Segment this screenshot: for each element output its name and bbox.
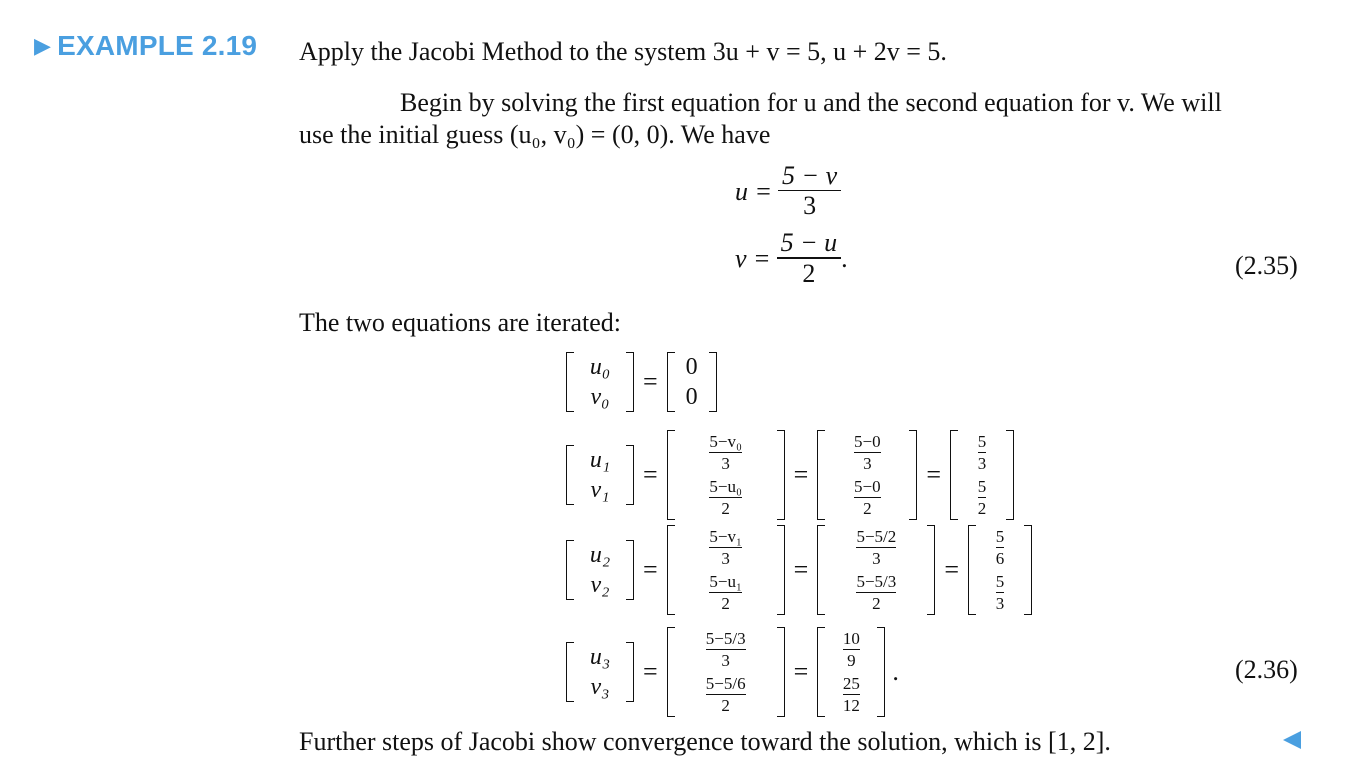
fraction-3-sub-bottom xyxy=(706,674,746,715)
cell-v3: v₃ xyxy=(590,674,610,701)
iteration-2 xyxy=(563,525,1035,615)
denominator: 3 xyxy=(721,454,730,474)
fraction-v xyxy=(777,229,842,288)
matrix-rhs-0 xyxy=(667,352,717,412)
example-title: EXAMPLE 2.19 xyxy=(57,30,258,61)
conclusion-text: Further steps of Jacobi show convergence toward the solution, which is [1, 2]. xyxy=(299,727,1111,756)
numerator: 10 xyxy=(842,629,860,648)
fraction-1-res-top xyxy=(978,432,987,473)
numerator: 5−v₀ xyxy=(709,432,742,451)
denominator: 2 xyxy=(721,594,730,614)
numerator: 5 xyxy=(995,527,1005,546)
matrix-res-3 xyxy=(817,627,885,717)
denominator: 9 xyxy=(847,651,856,671)
matrix-lhs-2 xyxy=(566,540,634,600)
matrix-res-1 xyxy=(950,430,1014,520)
fraction-u xyxy=(778,162,841,221)
numerator: 5−5/2 xyxy=(856,527,897,546)
fraction-2-bottom xyxy=(709,572,742,613)
fraction-1-sub-bottom xyxy=(854,477,881,518)
fraction-1-top xyxy=(709,432,742,473)
numerator: 5−5/3 xyxy=(705,629,746,648)
equation-u xyxy=(735,162,848,221)
fraction-2-res-bottom xyxy=(996,572,1005,613)
fraction-2-sub-top xyxy=(856,527,896,568)
denominator: 3 xyxy=(721,651,730,671)
matrix-lhs-3 xyxy=(566,642,634,702)
denominator: 6 xyxy=(995,549,1005,569)
cell-0-top: 0 xyxy=(685,354,698,380)
equation-v xyxy=(735,229,848,288)
cell-v2: v₂ xyxy=(590,572,610,599)
denominator: 2 xyxy=(721,696,730,716)
denominator: 3 xyxy=(977,454,987,474)
equals-sign: = xyxy=(643,657,658,687)
numerator: 5−v₁ xyxy=(709,527,742,546)
fraction-3-res-top xyxy=(843,629,860,670)
paragraph-line-1: Begin by solving the first equation for u and the second equation for v. We will xyxy=(400,88,1222,117)
numerator: 5 xyxy=(977,432,987,451)
equation-u-lhs: u = xyxy=(735,176,773,206)
equation-2-35 xyxy=(735,162,848,289)
fraction-v-denominator: 2 xyxy=(802,258,816,288)
fraction-1-res-bottom xyxy=(978,477,987,518)
numerator: 5−u₀ xyxy=(709,477,742,497)
fraction-u-numerator: 5 − v xyxy=(782,161,838,190)
equation-number-2-36: (2.36) xyxy=(1235,655,1298,684)
fraction-3-res-bottom xyxy=(843,674,860,715)
denominator: 2 xyxy=(721,499,730,519)
equals-sign: = xyxy=(793,555,809,585)
numerator: 5−5/6 xyxy=(705,674,746,694)
equals-sign: = xyxy=(793,460,809,490)
matrix-sym-2 xyxy=(667,525,785,615)
matrix-sub-3 xyxy=(667,627,785,717)
paragraph-line-2: use the initial guess (u₀, v₀) = (0, 0). We have xyxy=(299,120,771,149)
equals-sign: = xyxy=(944,555,960,585)
iterated-text: The two equations are iterated: xyxy=(299,308,621,337)
cell-v1: v₁ xyxy=(590,477,610,504)
denominator: 2 xyxy=(872,594,881,614)
fraction-1-bottom xyxy=(709,477,742,518)
matrix-lhs-1 xyxy=(566,445,634,505)
numerator: 5−u₁ xyxy=(709,572,742,592)
matrix-lhs-0 xyxy=(566,352,634,412)
denominator: 12 xyxy=(842,696,860,716)
iteration-3-period: . xyxy=(892,657,899,687)
numerator: 5−0 xyxy=(854,432,881,451)
numerator: 5−5/3 xyxy=(856,572,897,592)
numerator: 5 xyxy=(995,572,1005,592)
matrix-sub-1 xyxy=(817,430,917,520)
matrix-sym-1 xyxy=(667,430,785,520)
equals-sign: = xyxy=(643,460,658,490)
iteration-1 xyxy=(563,430,1017,520)
example-marker-icon: ▶ xyxy=(34,33,52,58)
numerator: 25 xyxy=(842,674,860,694)
fraction-u-denominator: 3 xyxy=(803,191,817,221)
cell-u2: u₂ xyxy=(589,542,611,569)
fraction-2-sub-bottom xyxy=(856,572,896,613)
cell-u3: u₃ xyxy=(589,644,611,671)
numerator: 5−0 xyxy=(854,477,881,497)
fraction-1-sub-top xyxy=(854,432,881,473)
denominator: 3 xyxy=(872,549,881,569)
end-of-example-icon xyxy=(1283,731,1301,749)
cell-v0: v₀ xyxy=(590,384,610,410)
cell-u0: u₀ xyxy=(589,354,611,380)
equals-sign: = xyxy=(643,367,658,396)
fraction-2-top xyxy=(709,527,742,568)
equation-v-lhs: v = xyxy=(735,243,771,273)
denominator: 3 xyxy=(721,549,730,569)
intro-text: Apply the Jacobi Method to the system 3u + v = 5, u + 2v = 5. xyxy=(299,37,947,66)
iteration-3 xyxy=(563,627,899,717)
fraction-v-numerator: 5 − u xyxy=(780,228,838,258)
equals-sign: = xyxy=(793,657,809,687)
example-label xyxy=(34,30,257,62)
denominator: 3 xyxy=(995,594,1005,614)
cell-u1: u₁ xyxy=(589,447,611,474)
equation-number-2-35: (2.35) xyxy=(1235,251,1298,280)
numerator: 5 xyxy=(977,477,987,497)
iteration-0 xyxy=(563,352,720,412)
cell-0-bottom: 0 xyxy=(685,384,698,410)
fraction-3-sub-top xyxy=(706,629,746,670)
equals-sign: = xyxy=(926,460,942,490)
denominator: 3 xyxy=(863,454,872,474)
denominator: 2 xyxy=(863,499,872,519)
fraction-2-res-top xyxy=(996,527,1005,568)
denominator: 2 xyxy=(977,499,987,519)
matrix-res-2 xyxy=(968,525,1032,615)
equals-sign: = xyxy=(643,555,658,585)
matrix-sub-2 xyxy=(817,525,935,615)
equation-v-period: . xyxy=(841,243,848,273)
